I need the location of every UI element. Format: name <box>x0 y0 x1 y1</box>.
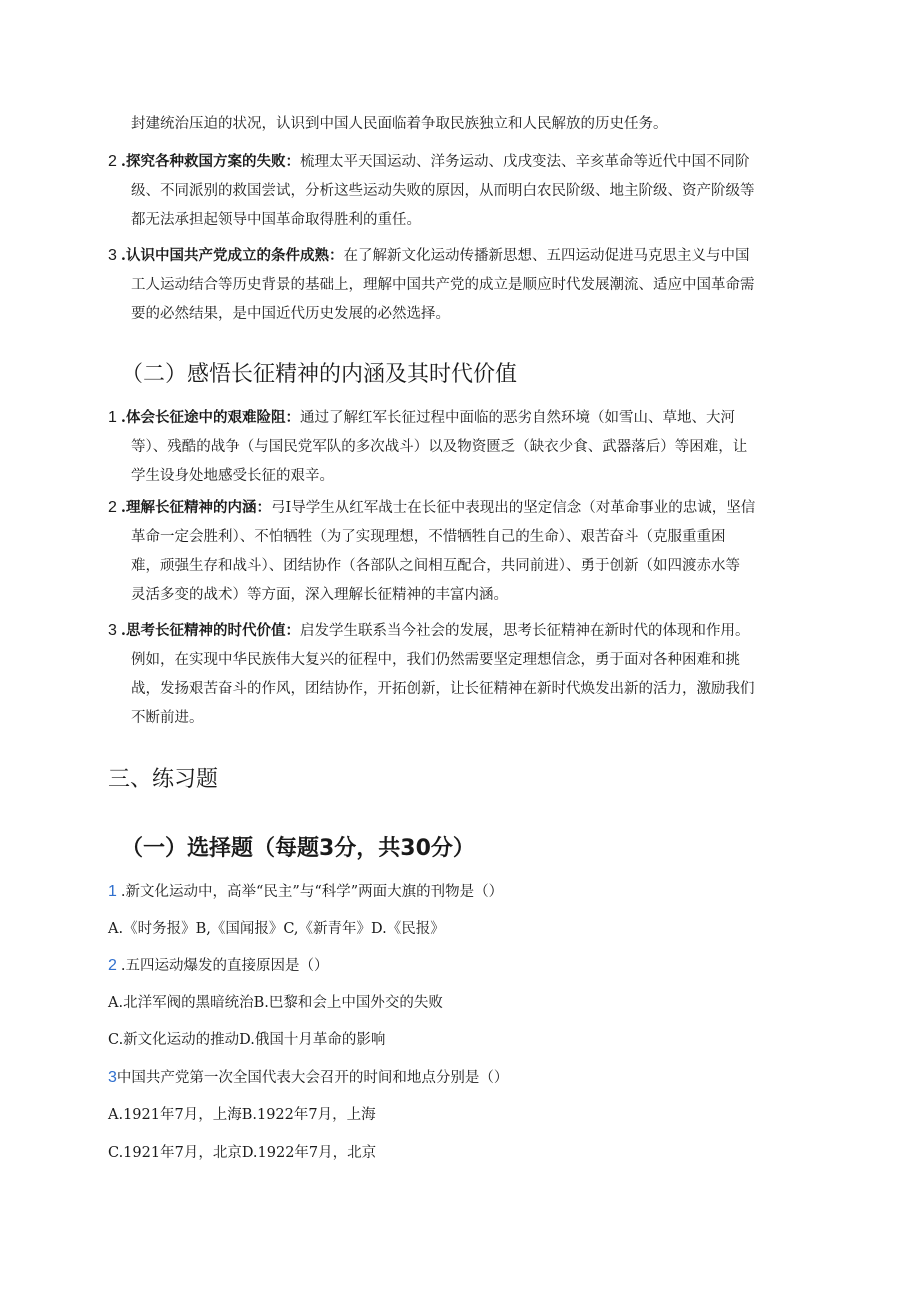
item-text: 例如，在实现中华民族伟大复兴的征程中，我们仍然需要坚定理想信念，勇于面对各种困难和挑 <box>131 652 740 668</box>
item-text: 要的必然结果，是中国近代历史发展的必然选择。 <box>131 306 450 322</box>
section-heading: （二）感悟长征精神的内涵及其时代价值 <box>121 362 518 387</box>
item-text: 革命一定会胜利）、不怕牺牲（为了实现理想，不惜牺牲自己的生命）、艰苦奋斗（克服重重困 <box>131 529 726 545</box>
list-item: 3 .思考长征精神的时代价值：启发学生联系当今社会的发展，思考长征精神在新时代的体现和作用。 <box>108 622 750 639</box>
item-text: 工人运动结合等历史背景的基础上，理解中国共产党的成立是顺应时代发展潮流、适应中国革命需 <box>131 277 755 293</box>
question-options: C.新文化运动的推动D.俄国十月革命的影响 <box>108 1032 386 1048</box>
question-text: 中国共产党第一次全国代表大会召开的时间和地点分别是（） <box>116 1070 509 1086</box>
question <box>108 880 503 904</box>
item-text: 难，顽强生存和战斗）、团结协作（各部队之间相互配合，共同前进）、勇于创新（如四渡赤水等 <box>131 558 740 574</box>
list-item: 2 .探究各种救国方案的失败：梳理太平天国运动、洋务运动、戊戌变法、辛亥革命等近代中国不同阶 <box>108 153 750 170</box>
question <box>108 954 329 978</box>
item-title: .认识中国共产党成立的条件成熟： <box>120 247 344 264</box>
question-options: C.1921年7月，北京D.1922年7月，北京 <box>108 1145 377 1161</box>
question-number: 1 <box>108 883 117 900</box>
item-title: .思考长征精神的时代价值： <box>120 622 300 639</box>
item-text: 等）、残酷的战争（与国民党军队的多次战斗）以及物资匮乏（缺衣少食、武器落后）等困难，让 <box>131 439 748 455</box>
item-title: .理解长征精神的内涵： <box>120 499 271 516</box>
list-item: 3 .认识中国共产党成立的条件成熟：在了解新文化运动传播新思想、五四运动促进马克思主义与中国 <box>108 247 750 264</box>
item-number: 2 <box>108 153 117 170</box>
question-text: .五四运动爆发的直接原因是（） <box>120 958 329 974</box>
item-text: 学生设身处地感受长征的艰辛。 <box>131 468 334 484</box>
item-number: 3 <box>108 247 117 264</box>
item-text: 都无法承担起领导中国革命取得胜利的重任。 <box>131 212 421 228</box>
item-text: 不断前进。 <box>131 710 204 726</box>
question-number: 3 <box>108 1069 117 1086</box>
question <box>108 1066 508 1090</box>
list-item: 2 .理解长征精神的内涵：弓I导学生从红军战士在长征中表现出的坚定信念（对革命事业的忠诚，坚信 <box>108 499 756 516</box>
subsection-heading: （一）选择题（每题3分，共30分） <box>121 836 475 861</box>
item-title: .体会长征途中的艰难险阻： <box>120 409 300 426</box>
item-text: 灵活多变的战术）等方面，深入理解长征精神的丰富内涵。 <box>131 587 508 603</box>
question-text: .新文化运动中，高举“民主”与“科学”两面大旗的刊物是（） <box>120 884 504 900</box>
item-number: 2 <box>108 499 117 516</box>
list-item: 1 .体会长征途中的艰难险阻：通过了解红军长征过程中面临的恶劣自然环境（如雪山、草地、大河 <box>108 409 735 426</box>
question-options: A.《时务报》B,《国闻报》C,《新青年》D.《民报》 <box>108 921 445 937</box>
item-title: .探究各种救国方案的失败： <box>120 153 300 170</box>
item-text: 级、不同派别的救国尝试，分析这些运动失败的原因，从而明白农民阶级、地主阶级、资产阶级等 <box>131 183 755 199</box>
item-number: 1 <box>108 409 117 426</box>
item-text: 战，发扬艰苦奋斗的作风，团结协作，开拓创新，让长征精神在新时代焕发出新的活力，激励我们 <box>131 681 755 697</box>
question-number: 2 <box>108 957 117 974</box>
intro-line: 封建统治压迫的状况，认识到中国人民面临着争取民族独立和人民解放的历史任务。 <box>131 116 668 132</box>
question-options: A.北洋军阀的黑暗统治B.巴黎和会上中国外交的失败 <box>108 995 443 1011</box>
item-number: 3 <box>108 622 117 639</box>
question-options: A.1921年7月，上海B.1922年7月，上海 <box>108 1107 376 1123</box>
section-heading: 三、练习题 <box>108 767 219 792</box>
